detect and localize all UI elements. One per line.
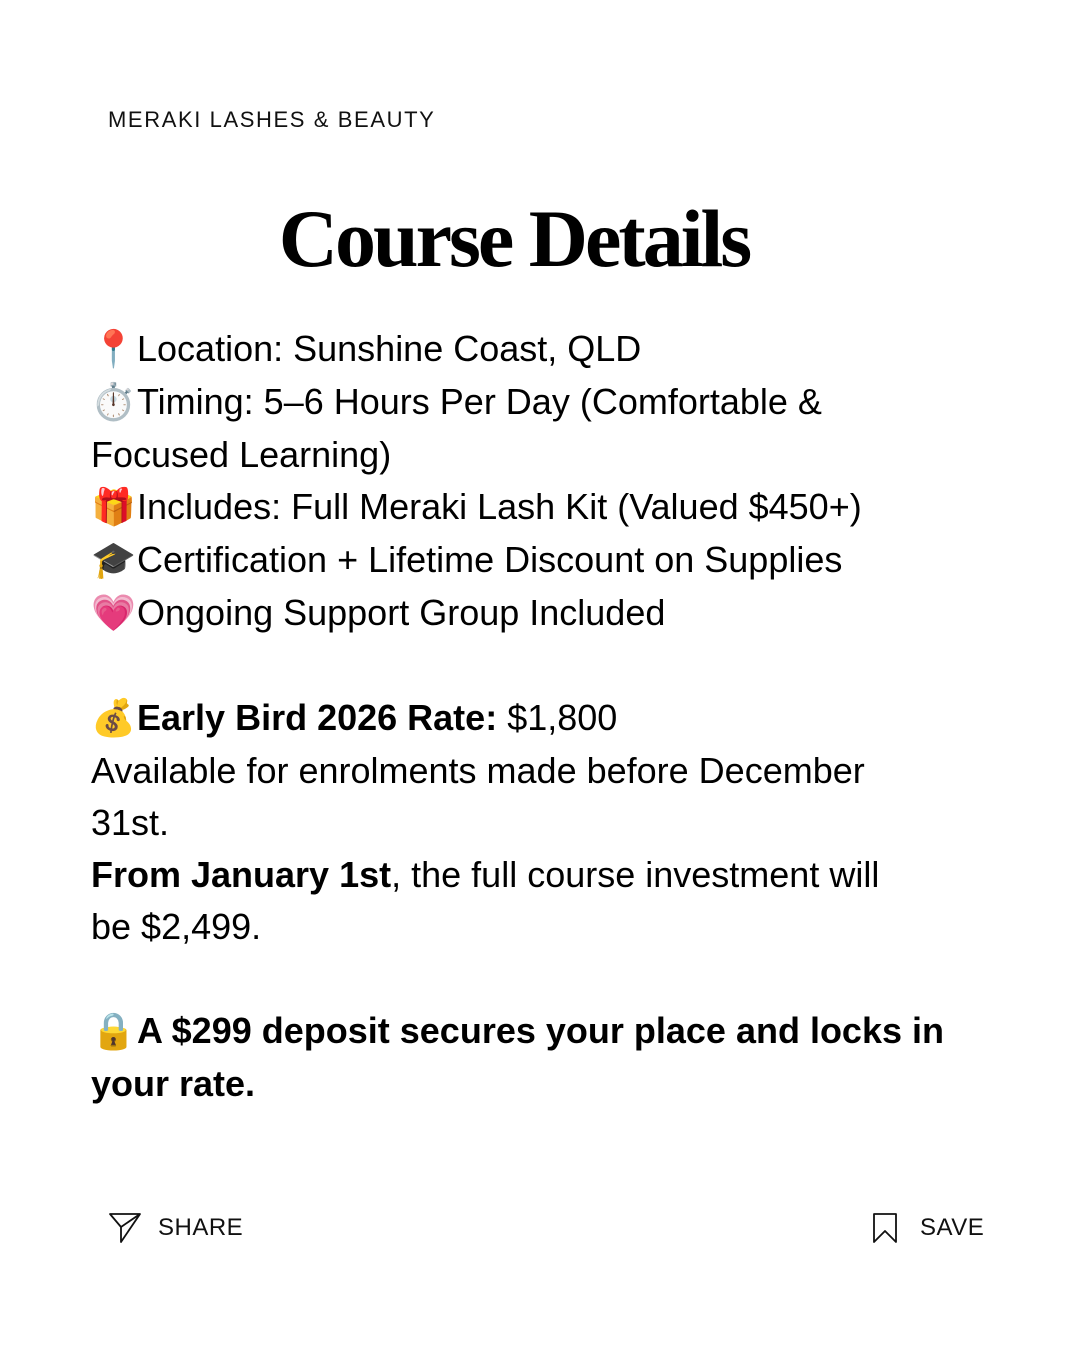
bookmark-icon — [872, 1212, 898, 1244]
early-bird-label: Early Bird 2026 Rate: — [137, 697, 498, 738]
brand-name: MERAKI LASHES & BEAUTY — [108, 107, 436, 132]
graduation-cap-icon: 🎓 — [91, 540, 136, 581]
save-label: SAVE — [920, 1214, 985, 1241]
full-price-note — [91, 849, 1031, 901]
full-price-line: be $2,499. — [91, 906, 262, 947]
detail-support — [91, 587, 1031, 640]
timing-text-line1: Timing: 5–6 Hours Per Day (Comfortable & — [137, 381, 822, 422]
early-bird-value: $1,800 — [497, 697, 618, 738]
share-label: SHARE — [158, 1214, 244, 1241]
availability-line1: Available for enrolments made before December — [91, 750, 865, 791]
course-details — [91, 323, 1031, 1110]
page-title: Course Details — [278, 193, 750, 284]
from-rest: , the full course investment will — [391, 854, 880, 895]
includes-text: Includes: Full Meraki Lash Kit (Valued $450+) — [137, 486, 862, 527]
availability-line2: 31st. — [91, 802, 170, 843]
share-icon — [108, 1212, 142, 1244]
spacer — [91, 953, 1031, 1005]
pin-icon: 📍 — [91, 329, 136, 370]
deposit-text-line2: your rate. — [91, 1063, 256, 1104]
heart-icon: 💗 — [91, 593, 136, 634]
detail-includes — [91, 481, 1031, 534]
deposit-line1 — [91, 1005, 1031, 1058]
detail-location — [91, 323, 1031, 376]
detail-certification — [91, 534, 1031, 587]
save-button[interactable] — [872, 1210, 984, 1246]
stopwatch-icon: ⏱️ — [91, 382, 136, 423]
certification-text: Certification + Lifetime Discount on Supplies — [137, 539, 843, 580]
share-button[interactable] — [108, 1210, 243, 1246]
from-date: From January 1st — [91, 854, 392, 895]
gift-icon: 🎁 — [91, 487, 136, 528]
spacer — [91, 640, 1031, 692]
early-bird-rate — [91, 692, 1031, 745]
lock-icon: 🔒 — [91, 1011, 136, 1052]
deposit-text-line1: A $299 deposit secures your place and locks in — [137, 1010, 944, 1051]
detail-timing — [91, 376, 1031, 429]
timing-text-line2: Focused Learning) — [91, 434, 392, 475]
location-text: Location: Sunshine Coast, QLD — [137, 328, 642, 369]
money-bag-icon: 💰 — [91, 698, 136, 739]
support-text: Ongoing Support Group Included — [137, 592, 666, 633]
